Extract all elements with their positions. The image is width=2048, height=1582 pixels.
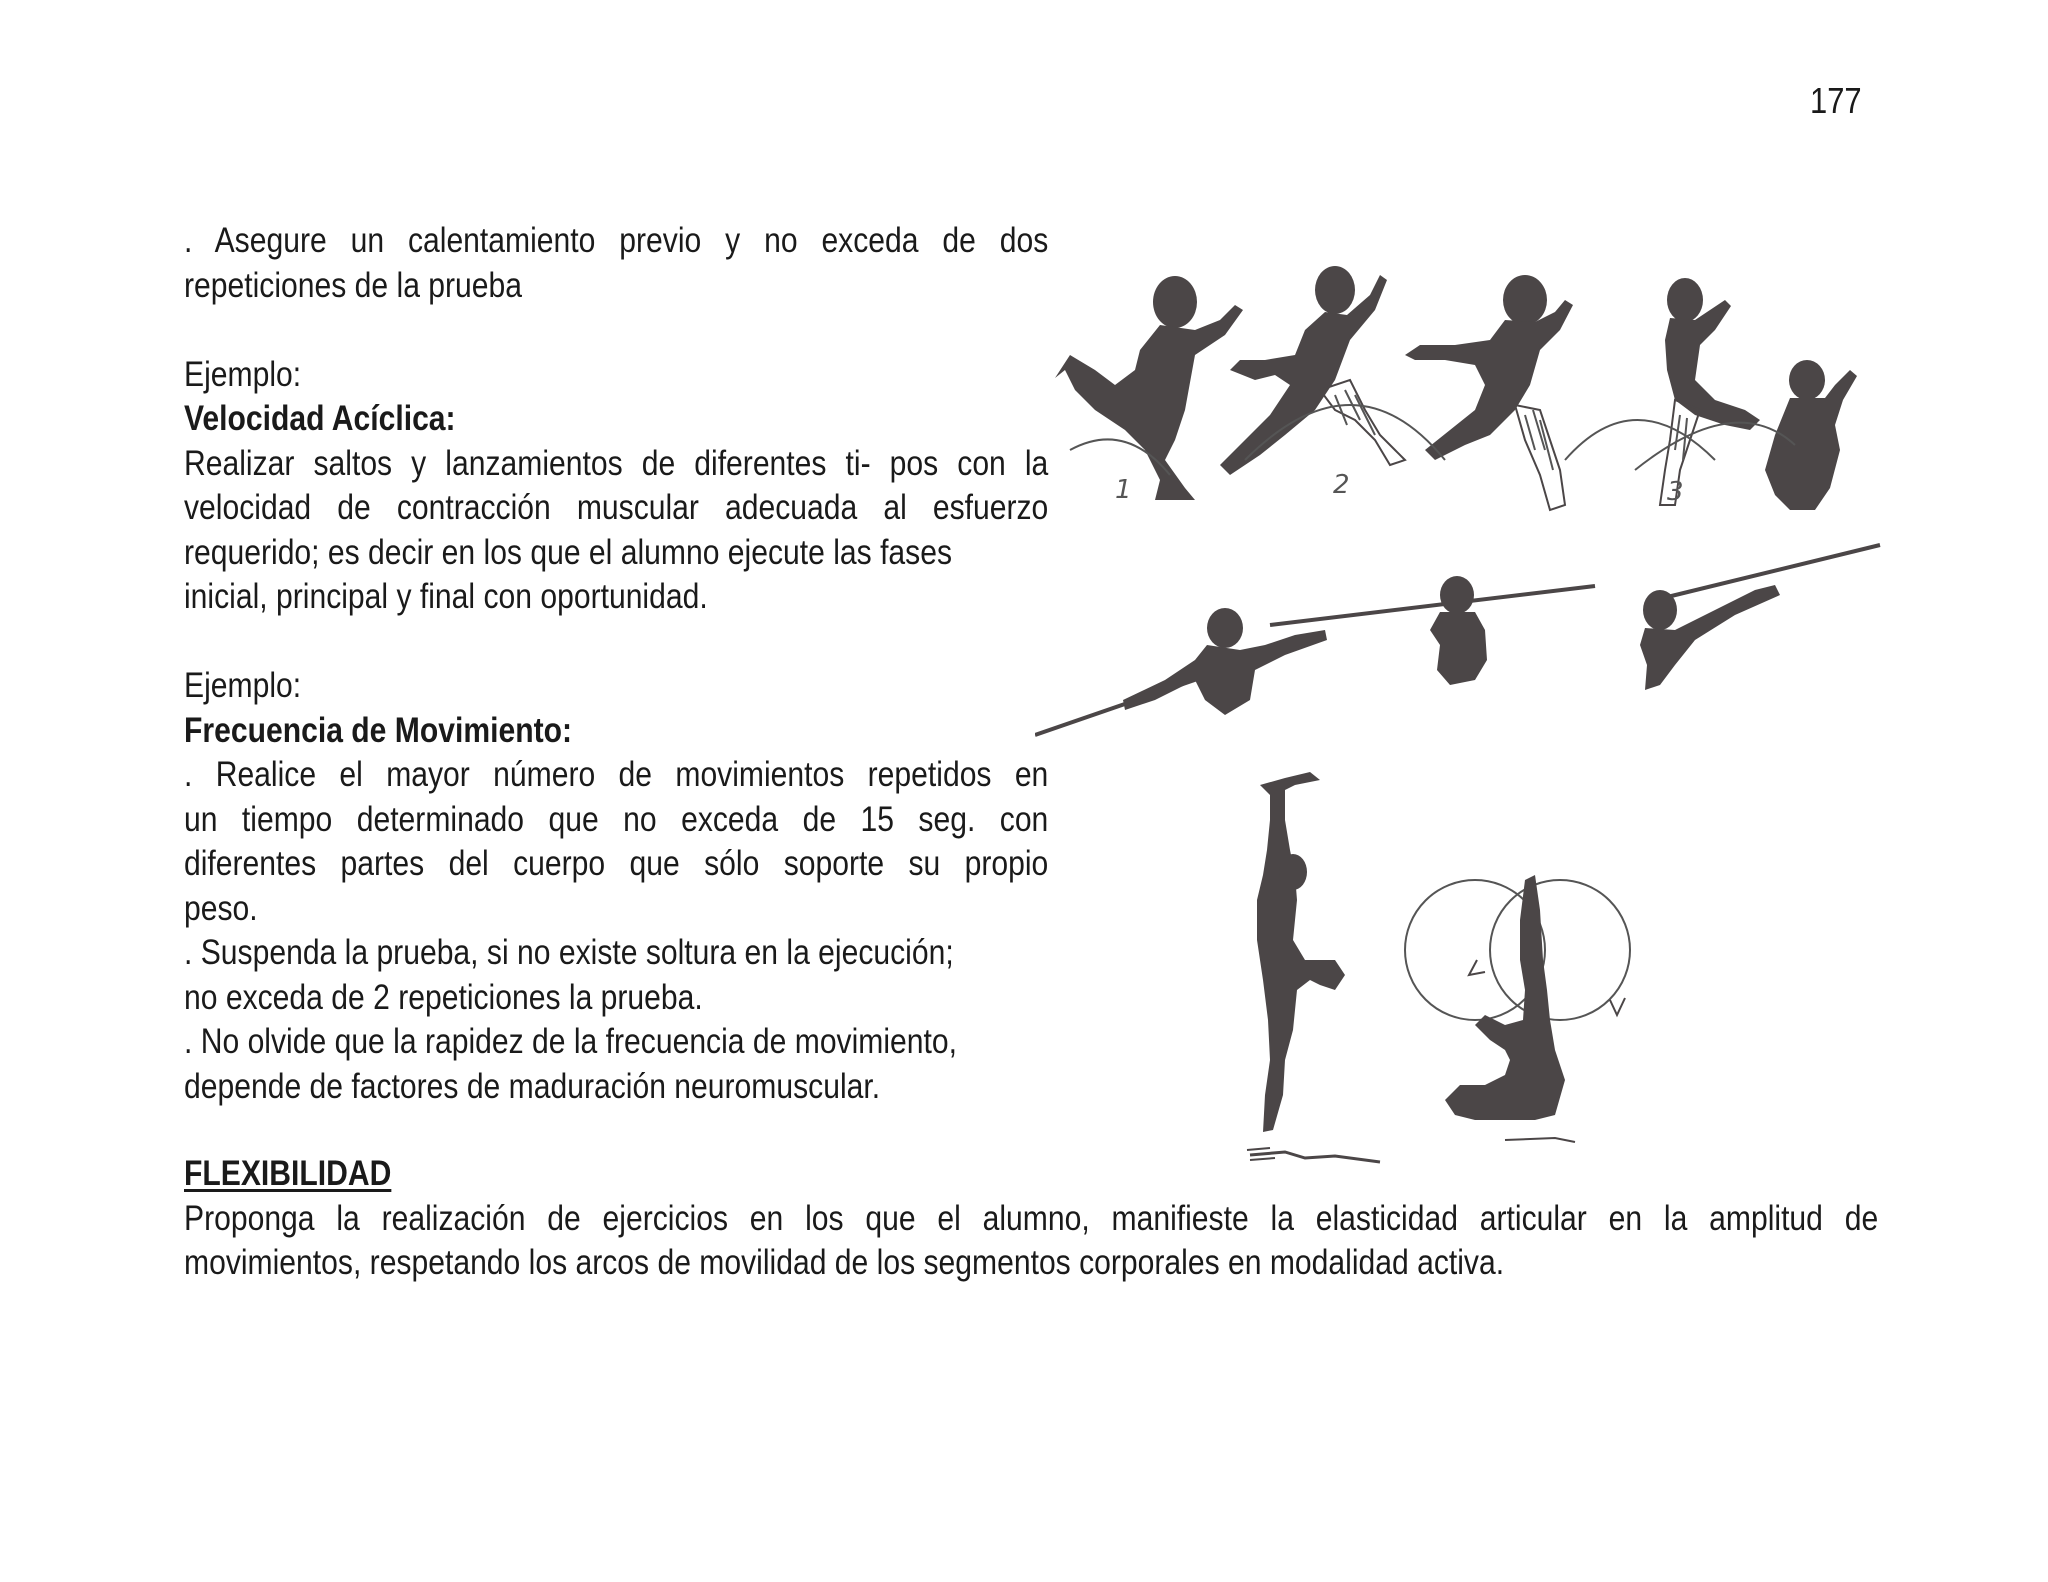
para-4-line-1: . No olvide que la rapidez de la frecuencia de movimiento, bbox=[184, 1022, 958, 1061]
jump-label-2: 2 bbox=[1333, 470, 1350, 500]
crouch-silhouette bbox=[1765, 360, 1857, 510]
flexibility-exercises bbox=[1247, 772, 1630, 1162]
left-text-column bbox=[184, 219, 1048, 1109]
arrow-head-1 bbox=[1469, 960, 1485, 975]
shoulder-stand-silhouette bbox=[1405, 875, 1630, 1142]
para-2-line-3: diferentes partes del cuerpo que sólo soporte su propio bbox=[184, 844, 1049, 883]
jump-arc-3 bbox=[1565, 420, 1715, 460]
example-label-1: Ejemplo: bbox=[184, 354, 302, 394]
intro-line-1: . Asegure un calentamiento previo y no exceda de dos bbox=[184, 221, 1049, 260]
para-1-line-4: inicial, principal y final con oportunidad. bbox=[184, 577, 708, 616]
example-label-2: Ejemplo: bbox=[184, 666, 302, 705]
javelin-sequence bbox=[1035, 545, 1880, 735]
flexibility-line-1: Proponga la realización de ejercicios en los que el alumno, manifieste la elasticidad articular en la amplitud de bbox=[184, 1198, 1879, 1238]
para-2-line-1: . Realice el mayor número de movimientos repetidos en bbox=[184, 755, 1049, 794]
thrower-3-head bbox=[1643, 590, 1677, 630]
flying-jumper-silhouette bbox=[1405, 275, 1573, 510]
thrower-2-head bbox=[1440, 576, 1474, 614]
heading-flexibilidad: FLEXIBILIDAD bbox=[184, 1154, 392, 1193]
para-1-line-3: requerido; es decir en los que el alumno ejecute las fases bbox=[184, 532, 953, 572]
para-4-line-2: depende de factores de maduración neuromuscular. bbox=[184, 1066, 881, 1106]
leaper-silhouette bbox=[1220, 266, 1405, 475]
ground-line bbox=[1250, 1152, 1380, 1162]
page-number: 177 bbox=[1810, 80, 1862, 121]
exercise-silhouettes bbox=[1035, 260, 1890, 1180]
heading-velocidad-aciclica: Velocidad Acíclica: bbox=[184, 399, 456, 438]
para-3-line-1: . Suspenda la prueba, si no existe soltura en la ejecución; bbox=[184, 933, 954, 972]
para-2-line-4: peso. bbox=[184, 888, 258, 928]
jump-label-3: 3 bbox=[1667, 477, 1684, 507]
flexibility-line-2: movimientos, respetando los arcos de movilidad de los segmentos corporales en modalidad activa. bbox=[184, 1243, 1505, 1282]
arrow-head-2 bbox=[1610, 998, 1625, 1015]
para-2-line-2: un tiempo determinado que no exceda de 15 seg. con bbox=[184, 799, 1049, 839]
para-3-line-2: no exceda de 2 repeticiones la prueba. bbox=[184, 977, 703, 1017]
intro-line-2: repeticiones de la prueba bbox=[184, 265, 523, 305]
para-1-line-2: velocidad de contracción muscular adecuada al esfuerzo bbox=[184, 488, 1049, 527]
landing-jumper-silhouette bbox=[1660, 278, 1760, 505]
para-1-line-1: Realizar saltos y lanzamientos de diferentes ti- pos con la bbox=[184, 443, 1049, 483]
thrower-1-head bbox=[1207, 608, 1243, 648]
jump-sequence bbox=[1055, 266, 1857, 510]
thrower-2-body bbox=[1430, 612, 1487, 685]
rotation-arc-right bbox=[1490, 880, 1630, 1020]
standing-stretch-silhouette bbox=[1247, 772, 1380, 1162]
runner-silhouette bbox=[1055, 276, 1243, 500]
javelin-2 bbox=[1270, 586, 1595, 625]
heading-frecuencia-movimiento: Frecuencia de Movimiento: bbox=[184, 710, 573, 750]
exercise-illustration bbox=[1035, 260, 1890, 1180]
jump-label-1: 1 bbox=[1115, 475, 1132, 505]
